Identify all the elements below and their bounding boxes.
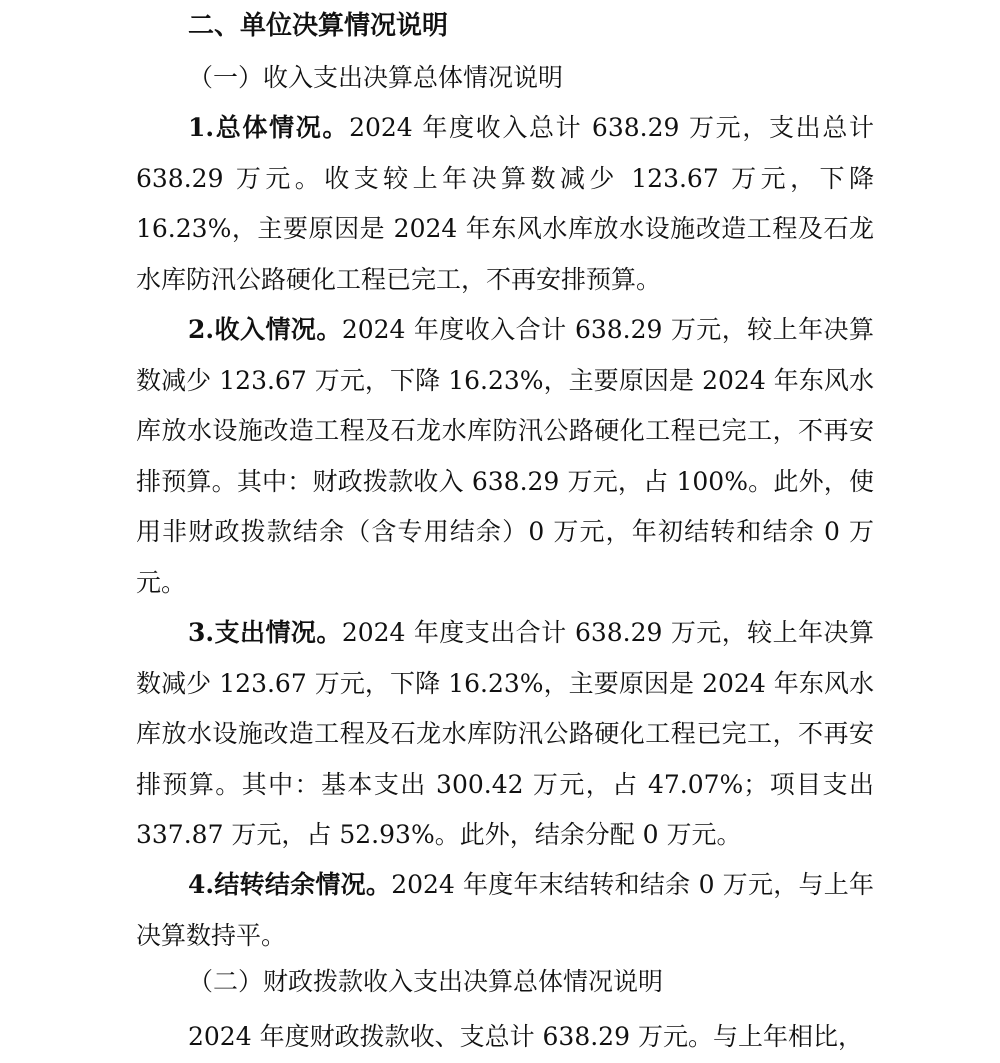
paragraph-lead: 3.支出情况。 xyxy=(188,618,342,647)
paragraph-text: 2024 年度收入总计 638.29 万元，支出总计 638.29 万元。收支较上年决算数减少 123.67 万元，下降 16.23%，主要原因是 2024 年东风水库放水设施改造工程及石龙水库防汛公路硬化工程已完工，不再安排预算。 xyxy=(136,113,874,294)
paragraph-lead: 2.收入情况。 xyxy=(188,315,342,344)
paragraph-lead: 4.结转结余情况。 xyxy=(188,870,392,899)
paragraph-overall xyxy=(136,103,874,305)
section-heading: 二、单位决算情况说明 xyxy=(188,11,449,41)
paragraph-expenditure xyxy=(136,608,874,861)
paragraph-carryover xyxy=(136,860,874,961)
paragraph-text: 2024 年度支出合计 638.29 万元，较上年决算数减少 123.67 万元，下降 16.23%，主要原因是 2024 年东风水库放水设施改造工程及石龙水库防汛公路硬化工程已完工，不再安排预算。其中：基本支出 300.42 万元，占 47.07%；项目支出 337.87 万元，占 52.93%。此外，结余分配 0 万元。 xyxy=(136,618,874,849)
subsection-title-1: （一）收入支出决算总体情况说明 xyxy=(188,63,564,92)
paragraph-income xyxy=(136,305,874,608)
subsection-title-2: （二）财政拨款收入支出决算总体情况说明 xyxy=(188,967,664,996)
paragraph-text: 2024 年度年末结转和结余 0 万元，与上年决算数持平。 xyxy=(136,870,874,950)
paragraph-fiscal: 2024 年度财政拨款收、支总计 638.29 万元。与上年相比， xyxy=(188,1022,863,1051)
paragraph-lead: 1.总体情况。 xyxy=(188,113,350,142)
paragraph-text: 2024 年度收入合计 638.29 万元，较上年决算数减少 123.67 万元，下降 16.23%，主要原因是 2024 年东风水库放水设施改造工程及石龙水库防汛公路硬化工程已完工，不再安排预算。其中：财政拨款收入 638.29 万元，占 100%。此外，使用非财政拨款结余（含专用结余）0 万元，年初结转和结余 0 万元。 xyxy=(136,315,874,597)
